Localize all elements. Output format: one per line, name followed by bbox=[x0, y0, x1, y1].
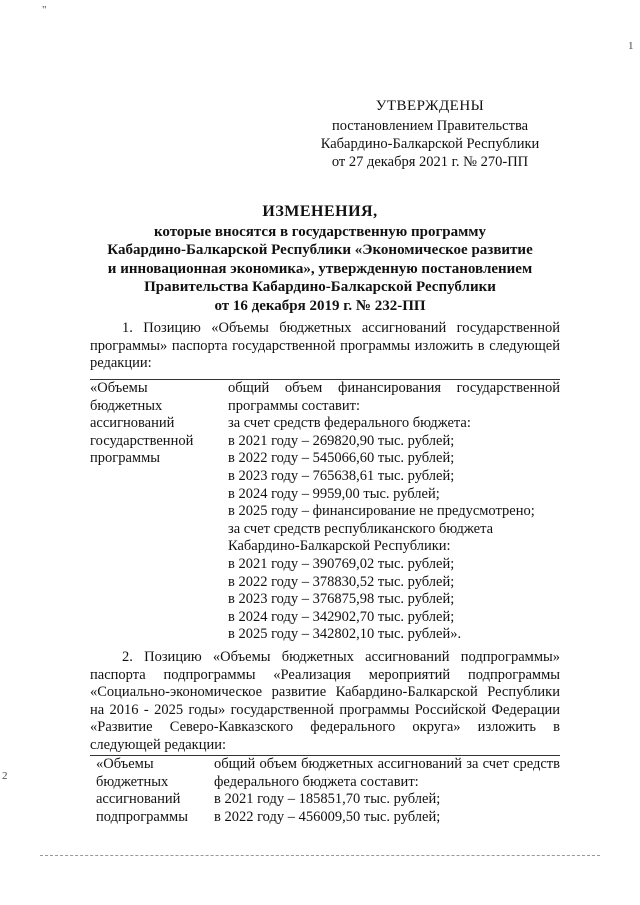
value-line: Кабардино-Балкарской Республики: bbox=[228, 538, 451, 555]
section2-table bbox=[90, 755, 560, 826]
approval-line: постановлением Правительства bbox=[331, 118, 529, 134]
title-line: Правительства Кабардино-Балкарской Республики bbox=[144, 279, 496, 295]
value-line: в 2024 году – 9959,00 тыс. рублей; bbox=[228, 485, 440, 502]
table-row bbox=[90, 756, 560, 826]
table-row bbox=[90, 380, 560, 644]
value-line: общий объем финансирования государственной программы составит: bbox=[228, 380, 560, 414]
label-line: подпрограммы bbox=[96, 808, 188, 825]
label-line: ассигнований bbox=[90, 415, 175, 432]
section1-intro: 1. Позицию «Объемы бюджетных ассигнований государственной программы» паспорта государственной программы изложить в следующей редакции: bbox=[90, 320, 560, 371]
label-line: бюджетных bbox=[96, 773, 169, 790]
table-label-cell bbox=[90, 380, 228, 644]
scan-mark-top-left: " bbox=[42, 4, 47, 16]
value-line: в 2025 году – финансирование не предусмотрено; bbox=[228, 503, 535, 520]
title-line: и инновационная экономика», утвержденную постановлением bbox=[107, 260, 533, 277]
approval-block bbox=[300, 97, 560, 171]
scan-mark-left: 2 bbox=[2, 770, 8, 782]
value-line: в 2021 году – 185851,70 тыс. рублей; bbox=[214, 791, 441, 808]
value-line: в 2021 году – 269820,90 тыс. рублей; bbox=[228, 432, 455, 449]
value-line: в 2023 году – 765638,61 тыс. рублей; bbox=[228, 467, 455, 484]
approval-line: Кабардино-Балкарской Республики bbox=[320, 136, 540, 152]
value-line: в 2022 году – 456009,50 тыс. рублей; bbox=[214, 808, 441, 825]
title-line: которые вносятся в государственную программу bbox=[153, 223, 487, 240]
label-line: бюджетных bbox=[90, 397, 163, 414]
value-line: в 2024 году – 342902,70 тыс. рублей; bbox=[228, 608, 455, 625]
value-line: за счет средств федерального бюджета: bbox=[228, 415, 471, 432]
title-main: ИЗМЕНЕНИЯ, bbox=[262, 203, 378, 220]
approval-heading: УТВЕРЖДЕНЫ bbox=[375, 98, 485, 114]
value-line: в 2022 году – 378830,52 тыс. рублей; bbox=[228, 573, 455, 590]
title-line: Кабардино-Балкарской Республики «Экономическое развитие bbox=[107, 242, 533, 258]
label-line: «Объемы bbox=[96, 756, 154, 772]
section1-table bbox=[90, 379, 560, 644]
approval-line: от 27 декабря 2021 г. № 270-ПП bbox=[331, 154, 529, 170]
section2-intro: 2. Позицию «Объемы бюджетных ассигнований подпрограммы» паспорта подпрограммы «Реализация мероприятий подпрограммы «Социально-экономическое развитие Кабардино-Балкарской Республики на 2016 - 2025 годы» государственной программы Российской Федерации «Развитие Северо-Кавказского федерального округа» изложить в следующей редакции: bbox=[90, 649, 560, 753]
scan-mark-top-right: 1 bbox=[628, 40, 634, 52]
value-line: в 2025 году – 342802,10 тыс. рублей». bbox=[228, 626, 462, 643]
table-value-cell bbox=[228, 380, 560, 644]
value-line: в 2022 году – 545066,60 тыс. рублей; bbox=[228, 450, 455, 467]
value-line: за счет средств республиканского бюджета bbox=[228, 520, 494, 537]
document-title bbox=[60, 203, 580, 315]
label-line: «Объемы bbox=[90, 380, 148, 396]
table-value-cell bbox=[214, 756, 560, 826]
value-line: в 2021 году – 390769,02 тыс. рублей; bbox=[228, 555, 455, 572]
value-line: в 2023 году – 376875,98 тыс. рублей; bbox=[228, 591, 455, 608]
value-line: общий объем бюджетных ассигнований за счет средств федерального бюджета составит: bbox=[214, 756, 560, 790]
table-label-cell bbox=[90, 756, 214, 826]
title-line: от 16 декабря 2019 г. № 232-ПП bbox=[214, 297, 426, 314]
label-line: ассигнований bbox=[96, 791, 181, 808]
label-line: программы bbox=[90, 450, 160, 467]
scan-bottom-edge bbox=[40, 855, 600, 857]
label-line: государственной bbox=[90, 432, 194, 449]
